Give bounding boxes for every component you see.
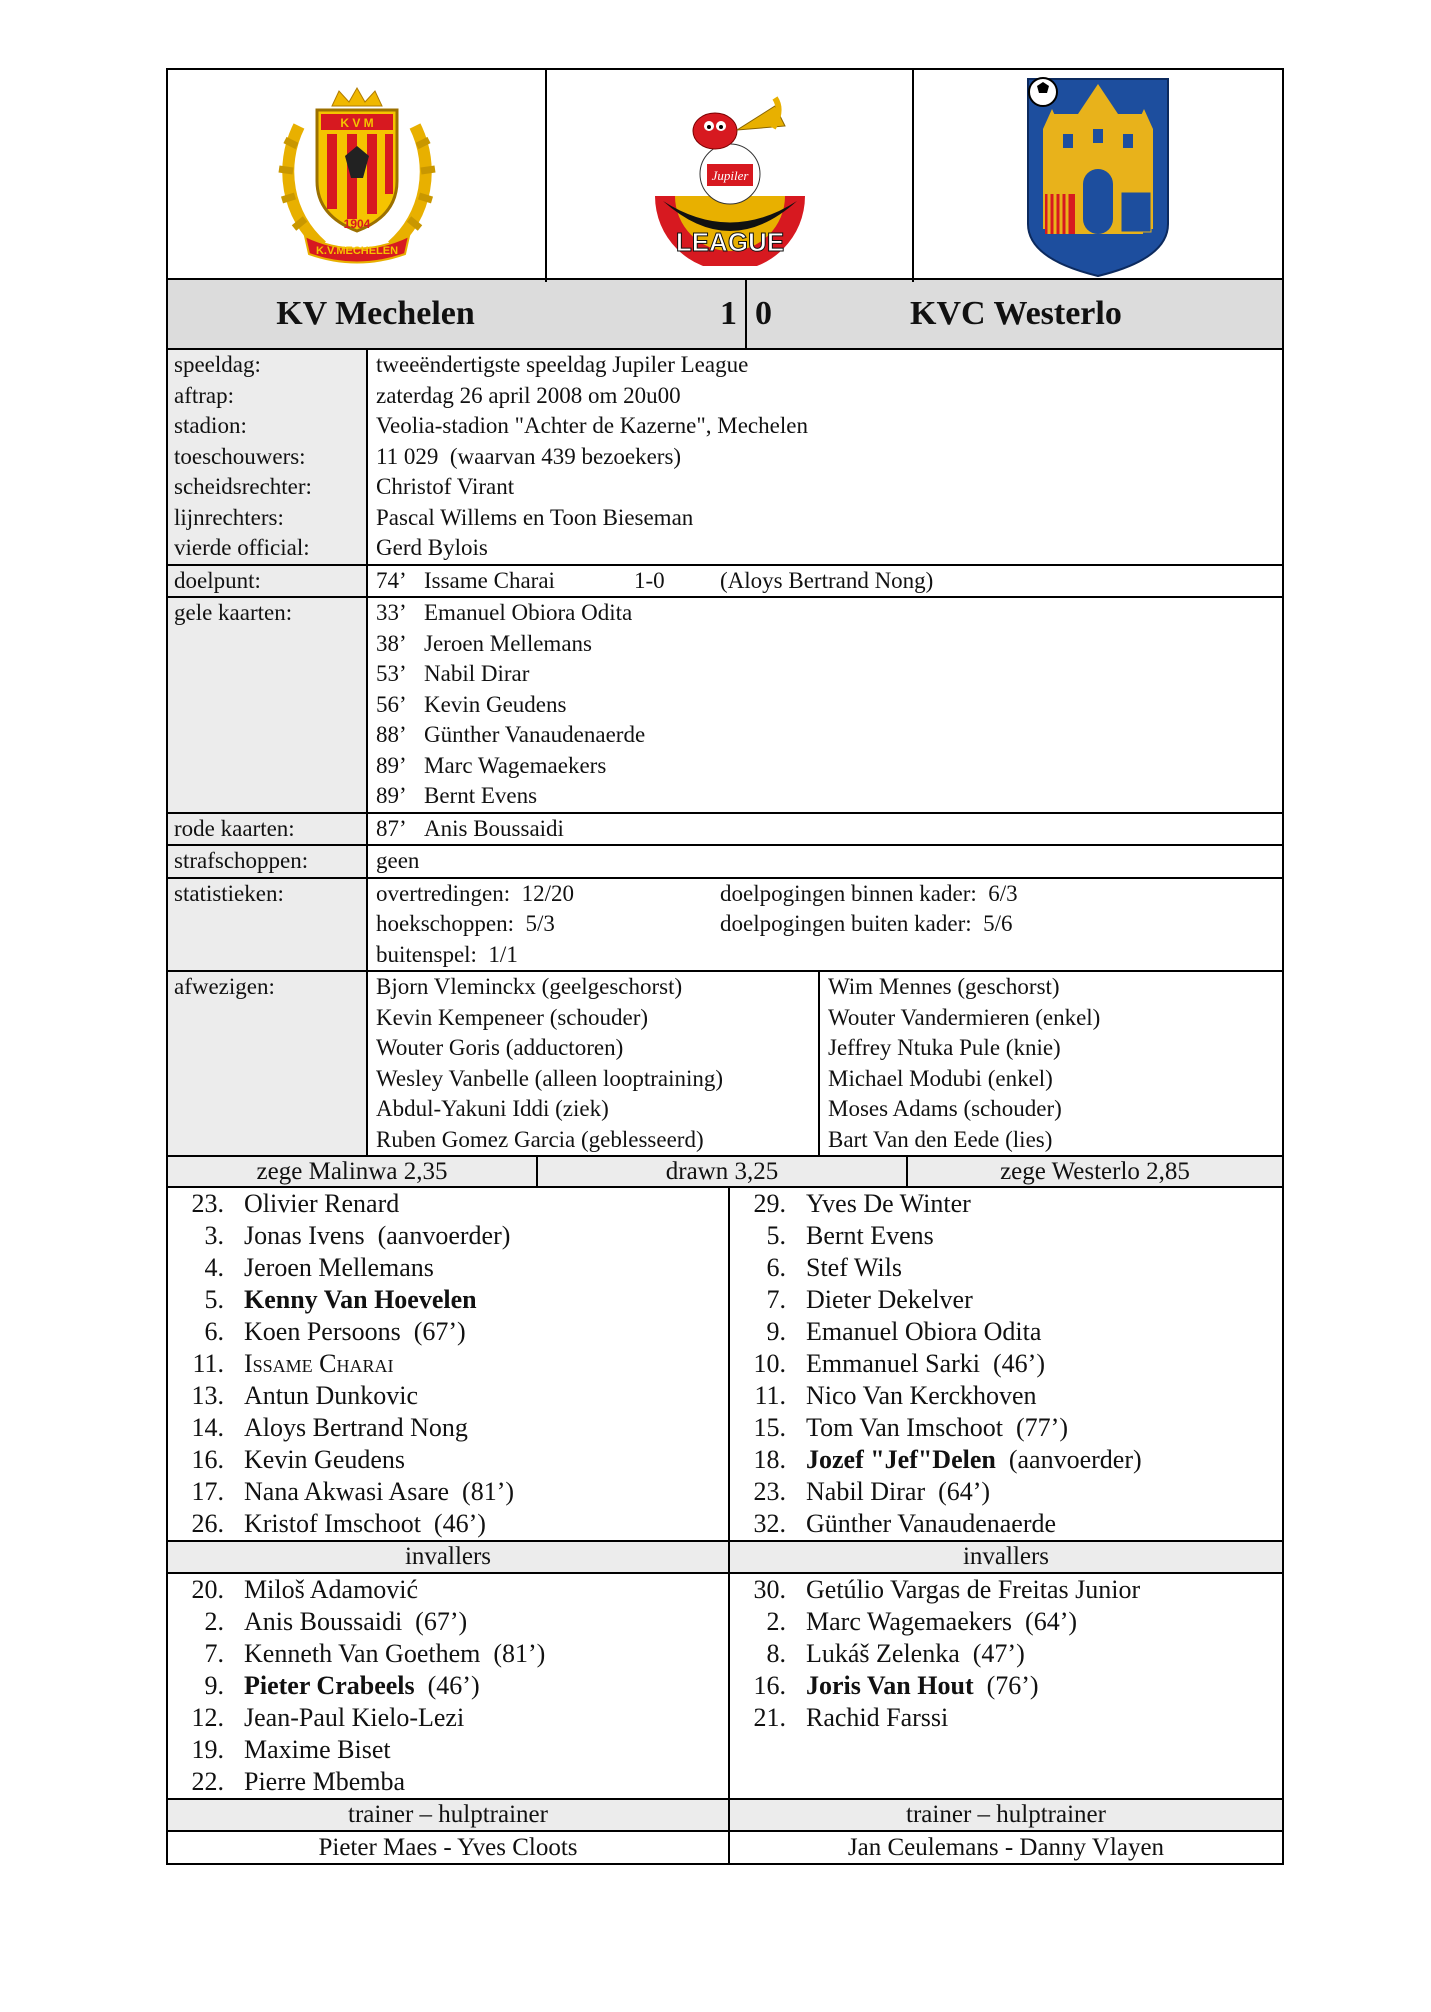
card-minute: 89’ [376, 752, 407, 778]
player-row [168, 1348, 728, 1380]
player-row [168, 1766, 728, 1798]
player-row [730, 1670, 1282, 1702]
absent-item: Abdul-Yakuni Iddi (ziek) [376, 1096, 609, 1121]
player-name [806, 1316, 1041, 1348]
player-name [806, 1188, 971, 1220]
penalties-value: geen [376, 848, 420, 873]
info-values [368, 350, 1282, 564]
info-block [168, 350, 1282, 564]
player-row [730, 1252, 1282, 1284]
absent-item: Wim Mennes (geschorst) [828, 974, 1060, 999]
toeschouwers-label: toeschouwers: [174, 443, 306, 469]
goals-list [368, 566, 1282, 597]
player-name [244, 1638, 545, 1670]
player-name [244, 1284, 477, 1316]
red-cards-row [168, 812, 1282, 845]
player-row [168, 1188, 728, 1220]
player-number: 5. [766, 1221, 786, 1250]
player-row [730, 1220, 1282, 1252]
card-player: Günther Vanaudenaerde [424, 722, 646, 747]
player-name [244, 1316, 466, 1348]
absent-item: Wesley Vanbelle (alleen looptraining) [376, 1065, 724, 1091]
kv-mechelen-crest-icon [277, 86, 437, 266]
coaches-home: Pieter Maes - Yves Cloots [168, 1832, 730, 1863]
player-name [806, 1412, 1068, 1444]
player-row [168, 1670, 728, 1702]
goals-row [168, 564, 1282, 597]
away-score: 0 [755, 295, 772, 332]
stat-hoekschoppen: hoekschoppen: 5/3 [376, 911, 555, 936]
away-logo-cell [912, 70, 1282, 282]
card-minute: 38’ [376, 630, 407, 656]
player-number: 4. [204, 1253, 224, 1282]
absent-item: Ruben Gomez Garcia (geblesseerd) [376, 1126, 704, 1152]
player-number: 5. [204, 1285, 224, 1314]
yellow-card-item [376, 598, 1282, 629]
info-labels [168, 350, 368, 564]
player-name-text: Kristof Imschoot (46’) [244, 1509, 486, 1538]
subs [166, 1574, 1284, 1800]
away-team-name: KVC Westerlo [910, 295, 1122, 332]
subs-header-away: invallers [962, 1543, 1050, 1570]
player-number: 26. [191, 1509, 224, 1538]
home-score: 1 [720, 295, 737, 332]
player-name [806, 1284, 973, 1316]
absent-item: Wouter Goris (adductoren) [376, 1035, 624, 1060]
player-number: 17. [191, 1477, 224, 1506]
player-number: 6. [766, 1253, 786, 1282]
speeldag-value: tweeëndertigste speeldag Jupiler League [376, 352, 749, 377]
yellow-card-item [376, 659, 1282, 690]
yellow-cards-list [368, 598, 1282, 812]
player-row [168, 1638, 728, 1670]
player-name-text: Tom Van Imschoot (77’) [806, 1413, 1068, 1442]
card-player: Nabil Dirar [424, 661, 530, 686]
stat-overtredingen: overtredingen: 12/20 [376, 880, 575, 906]
player-row [730, 1508, 1282, 1540]
player-name [244, 1444, 405, 1476]
home-logo-cell [168, 70, 545, 282]
player-number: 30. [753, 1575, 786, 1604]
player-number: 16. [753, 1671, 786, 1700]
player-name-text: Pieter Crabeels [244, 1671, 415, 1700]
player-number: 16. [191, 1445, 224, 1474]
player-name-text: Anis Boussaidi (67’) [244, 1607, 468, 1636]
card-player: Jeroen Mellemans [424, 630, 592, 656]
goal-item [376, 566, 1282, 597]
player-number: 15. [753, 1413, 786, 1442]
yellow-card-item [376, 751, 1282, 782]
player-name [806, 1252, 902, 1284]
player-name [244, 1574, 418, 1606]
player-row [168, 1284, 728, 1316]
coaches-away: Jan Ceulemans - Danny Vlayen [847, 1834, 1165, 1861]
lijnrechters-value: Pascal Willems en Toon Bieseman [376, 504, 694, 530]
player-number: 21. [753, 1703, 786, 1732]
player-row [168, 1508, 728, 1540]
player-number: 32. [753, 1509, 786, 1538]
player-row [730, 1476, 1282, 1508]
card-minute: 88’ [376, 722, 407, 747]
yellow-cards-label: gele kaarten: [168, 598, 368, 812]
red-card-item [376, 814, 1282, 845]
card-player: Marc Wagemaekers [424, 752, 607, 778]
player-number: 6. [204, 1317, 224, 1346]
player-name-text: Bernt Evens [806, 1221, 934, 1250]
absent-row [168, 970, 1282, 1155]
player-number: 22. [191, 1767, 224, 1796]
league-brand-text: Jupiler [711, 168, 748, 183]
player-number: 7. [204, 1639, 224, 1668]
player-name-text: Rachid Farssi [806, 1703, 949, 1732]
goal-score: 1-0 [634, 567, 665, 593]
player-number: 14. [191, 1413, 224, 1442]
player-row [730, 1316, 1282, 1348]
player-name-text: Jean-Paul Kielo-Lezi [244, 1703, 465, 1732]
stadion-label: stadion: [174, 413, 247, 438]
player-row [730, 1638, 1282, 1670]
card-minute: 53’ [376, 661, 407, 686]
vierde-official-label: vierde official: [174, 535, 310, 560]
absent-item: Michael Modubi (enkel) [828, 1065, 1053, 1091]
player-row [168, 1412, 728, 1444]
odds-draw: drawn 3,25 [538, 1157, 908, 1186]
player-name [806, 1574, 1140, 1606]
subs-away [730, 1574, 1282, 1798]
player-number: 19. [191, 1735, 224, 1764]
player-row [168, 1316, 728, 1348]
player-name-text: Getúlio Vargas de Freitas Junior [806, 1575, 1141, 1604]
player-name [244, 1670, 480, 1702]
player-row [730, 1702, 1282, 1734]
player-name-text: Nana Akwasi Asare (81’) [244, 1477, 515, 1506]
lineup-home [168, 1188, 730, 1540]
player-name [806, 1508, 1056, 1540]
player-name [244, 1702, 464, 1734]
player-number: 11. [192, 1349, 224, 1378]
player-number: 29. [753, 1189, 786, 1218]
player-name [244, 1220, 510, 1252]
player-name-text: Olivier Renard [244, 1189, 400, 1218]
player-number: 2. [204, 1607, 224, 1636]
player-name [806, 1476, 990, 1508]
player-name [244, 1380, 418, 1412]
absent-item: Kevin Kempeneer (schouder) [376, 1004, 649, 1030]
player-name-text: Kenneth Van Goethem (81’) [244, 1639, 546, 1668]
absent-away [820, 972, 1282, 1155]
player-row [168, 1702, 728, 1734]
aftrap-label: aftrap: [174, 382, 235, 408]
player-row [168, 1734, 728, 1766]
player-number: 8. [766, 1639, 786, 1668]
player-name [806, 1444, 1142, 1476]
player-name-text: Joris Van Hout [806, 1671, 974, 1700]
player-number: 7. [766, 1285, 786, 1314]
player-number: 2. [766, 1607, 786, 1636]
player-name-text: Nico Van Kerckhoven [806, 1381, 1037, 1410]
player-name-text: Jozef "Jef"Delen [806, 1445, 996, 1474]
lineup-away [730, 1188, 1282, 1540]
player-name [244, 1188, 399, 1220]
absent-home [368, 972, 820, 1155]
yellow-card-item [376, 690, 1282, 721]
player-row [168, 1252, 728, 1284]
player-name-text: Jonas Ivens (aanvoerder) [244, 1221, 511, 1250]
crest-year: 1904 [343, 217, 370, 231]
logo-row [166, 68, 1284, 280]
penalties-label: strafschoppen: [168, 846, 368, 877]
goals-label: doelpunt: [168, 566, 368, 597]
player-name-text: Lukáš Zelenka (47’) [806, 1639, 1025, 1668]
coaches [166, 1832, 1284, 1865]
vierde-official-value: Gerd Bylois [376, 535, 488, 560]
goal-minute: 74’ [376, 567, 407, 593]
player-name [244, 1766, 405, 1798]
player-row [730, 1606, 1282, 1638]
player-name [806, 1638, 1025, 1670]
stats-row [168, 877, 1282, 971]
card-minute: 56’ [376, 691, 407, 717]
absent-lists [368, 972, 1282, 1155]
absent-item: Moses Adams (schouder) [828, 1096, 1062, 1121]
player-number: 11. [754, 1381, 786, 1410]
absent-item: Bart Van den Eede (lies) [828, 1126, 1053, 1152]
player-name [806, 1348, 1045, 1380]
yellow-card-item [376, 781, 1282, 812]
player-name [806, 1606, 1077, 1638]
aftrap-value: zaterdag 26 april 2008 om 20u00 [376, 382, 681, 408]
player-name [244, 1734, 391, 1766]
player-note: (46’) [414, 1671, 480, 1700]
absent-item: Jeffrey Ntuka Pule (knie) [828, 1035, 1061, 1060]
card-player: Kevin Geudens [424, 691, 567, 717]
kvc-westerlo-crest-icon [1023, 74, 1173, 279]
odds-home: zege Malinwa 2,35 [168, 1157, 538, 1186]
player-note: (aanvoerder) [995, 1445, 1142, 1474]
score-bar [166, 280, 1284, 350]
odds-bar [166, 1157, 1284, 1188]
player-number: 12. [191, 1703, 224, 1732]
lineups [166, 1188, 1284, 1542]
absent-item: Bjorn Vleminckx (geelgeschorst) [376, 974, 683, 999]
jupiler-league-mascot-icon [645, 86, 815, 266]
absent-label: afwezigen: [168, 972, 368, 1155]
player-row [730, 1380, 1282, 1412]
player-name [244, 1476, 514, 1508]
lijnrechters-label: lijnrechters: [174, 504, 284, 530]
player-row [730, 1348, 1282, 1380]
stadion-value: Veolia-stadion "Achter de Kazerne", Mechelen [376, 413, 808, 438]
speeldag-label: speeldag: [174, 352, 261, 377]
stat-buitenspel: buitenspel: 1/1 [376, 941, 518, 967]
card-player: Bernt Evens [424, 783, 538, 808]
subs-header [166, 1542, 1284, 1574]
player-name-text: Issame Charai [244, 1349, 394, 1378]
card-player: Emanuel Obiora Odita [424, 600, 633, 625]
card-player: Anis Boussaidi [424, 815, 564, 841]
penalties-row [168, 844, 1282, 877]
stats-label: statistieken: [168, 879, 368, 971]
crest-banner-text: K.V.MECHELEN [315, 245, 398, 257]
player-name [806, 1670, 1039, 1702]
red-cards-list [368, 814, 1282, 845]
player-name-text: Stef Wils [806, 1253, 902, 1282]
player-name [244, 1508, 486, 1540]
player-name-text: Nabil Dirar (64’) [806, 1477, 991, 1506]
player-row [730, 1188, 1282, 1220]
player-number: 23. [753, 1477, 786, 1506]
player-name-text: Emmanuel Sarki (46’) [806, 1349, 1045, 1378]
player-row [730, 1284, 1282, 1316]
player-name [244, 1348, 394, 1380]
player-name-text: Kenny Van Hoevelen [244, 1285, 477, 1314]
player-name [244, 1412, 468, 1444]
player-row [168, 1380, 728, 1412]
player-name [244, 1606, 467, 1638]
player-name-text: Antun Dunkovic [244, 1381, 419, 1410]
player-number: 9. [766, 1317, 786, 1346]
match-sheet [166, 68, 1284, 1865]
crest-text-top: K V M [339, 116, 374, 130]
player-name-text: Emanuel Obiora Odita [806, 1317, 1042, 1346]
subs-home [168, 1574, 730, 1798]
player-name [806, 1702, 948, 1734]
player-number: 3. [204, 1221, 224, 1250]
player-number: 10. [753, 1349, 786, 1378]
scheidsrechter-value: Christof Virant [376, 474, 515, 499]
player-name-text: Jeroen Mellemans [244, 1253, 434, 1282]
stat-buiten-kader: doelpogingen buiten kader: 5/6 [720, 911, 1013, 936]
league-logo-text: LEAGUE [675, 227, 784, 257]
toeschouwers-value: 11 029 (waarvan 439 bezoekers) [376, 443, 682, 469]
subs-header-home: invallers [168, 1542, 730, 1572]
player-name-text: Yves De Winter [806, 1189, 971, 1218]
odds-away: zege Westerlo 2,85 [1000, 1158, 1190, 1185]
stats-values [368, 879, 1282, 971]
yellow-card-item [376, 720, 1282, 751]
player-row [168, 1444, 728, 1476]
player-row [168, 1574, 728, 1606]
player-number: 13. [191, 1381, 224, 1410]
coach-header-away: trainer – hulptrainer [906, 1801, 1106, 1828]
player-note: (76’) [973, 1671, 1039, 1700]
stat-binnen-kader: doelpogingen binnen kader: 6/3 [720, 880, 1018, 906]
player-name-text: Miloš Adamović [244, 1575, 419, 1604]
player-number: 20. [191, 1575, 224, 1604]
player-number: 23. [191, 1189, 224, 1218]
player-number: 18. [753, 1445, 786, 1474]
card-minute: 87’ [376, 815, 407, 841]
player-number: 9. [204, 1671, 224, 1700]
home-team-name: KV Mechelen [276, 295, 475, 332]
match-info [166, 350, 1284, 1157]
player-name [806, 1380, 1037, 1412]
player-row [730, 1412, 1282, 1444]
scheidsrechter-label: scheidsrechter: [174, 474, 312, 499]
player-name-text: Aloys Bertrand Nong [244, 1413, 468, 1442]
red-cards-label: rode kaarten: [168, 814, 368, 845]
player-row [730, 1574, 1282, 1606]
card-minute: 33’ [376, 600, 407, 625]
coach-header [166, 1800, 1284, 1832]
player-name-text: Dieter Dekelver [806, 1285, 973, 1314]
goal-player: Issame Charai [424, 567, 555, 593]
player-name [244, 1252, 434, 1284]
player-row [168, 1606, 728, 1638]
player-name-text: Koen Persoons (67’) [244, 1317, 466, 1346]
card-minute: 89’ [376, 783, 407, 808]
player-name-text: Pierre Mbemba [244, 1767, 406, 1796]
goal-assist: (Aloys Bertrand Nong) [720, 567, 934, 593]
yellow-cards-row [168, 596, 1282, 812]
player-row [168, 1220, 728, 1252]
player-name-text: Günther Vanaudenaerde [806, 1509, 1057, 1538]
player-name-text: Kevin Geudens [244, 1445, 406, 1474]
league-logo-cell [545, 70, 912, 282]
absent-item: Wouter Vandermieren (enkel) [828, 1004, 1101, 1030]
yellow-card-item [376, 629, 1282, 660]
player-row [730, 1444, 1282, 1476]
player-name [806, 1220, 934, 1252]
coach-header-home: trainer – hulptrainer [168, 1800, 730, 1830]
player-name-text: Marc Wagemaekers (64’) [806, 1607, 1078, 1636]
player-name-text: Maxime Biset [244, 1735, 391, 1764]
player-row [168, 1476, 728, 1508]
